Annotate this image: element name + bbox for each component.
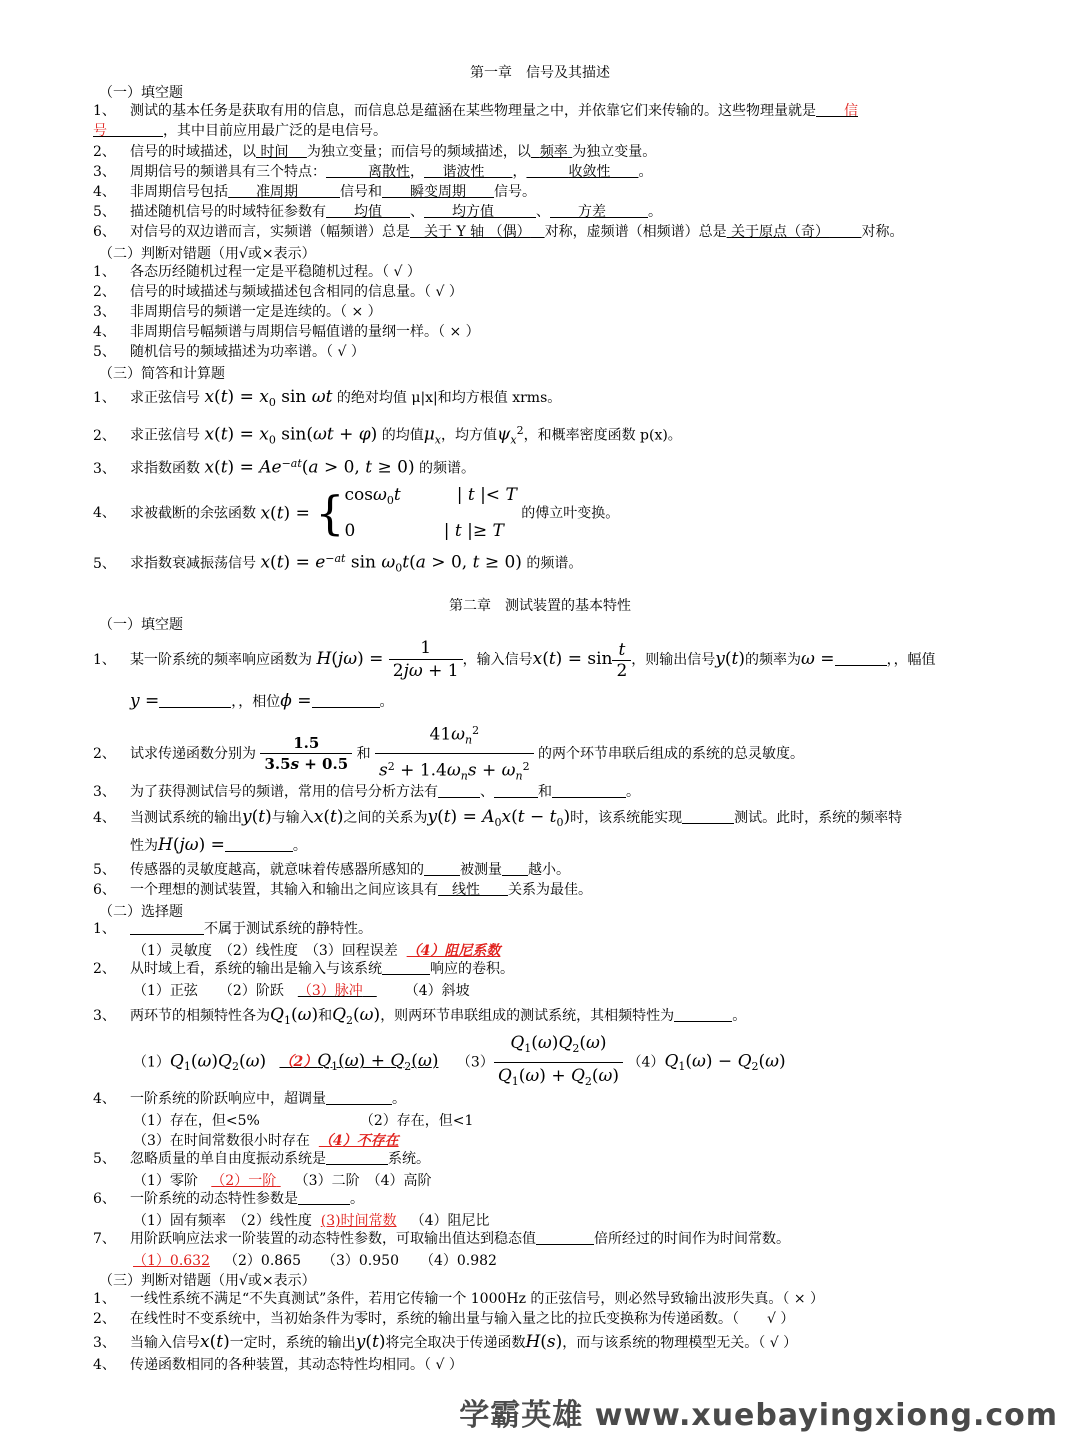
formula-sine-phase: x [204,424,215,445]
blank [159,693,231,708]
ch1-judge-heading: （二）判断对错题（用√或×表示） [99,246,316,262]
formula-frequency-response: $\frac{1}{2j\omega + 1}$ [389,637,463,683]
chapter1-title: 第一章 信号及其描述 [470,65,610,81]
chapter2-title: 第二章 测试装置的基本特性 [449,598,631,614]
ch1-calc-q1: 1、 求正弦信号 $x(t) = x_0$ sin ωt 的绝对均值 μ|x|和均方根值 xrms。 [93,387,562,409]
ch1-judge-q3: 3、 非周期信号的频谱一定是连续的。（ × ） [93,304,382,320]
ch2-choice-q5-options: （1）零阶 （2）一阶 （3）二阶 （4）高阶 [133,1173,432,1189]
ch2-judge-q4: 4、 传递函数相同的各种装置，其动态特性均相同。（ √ ） [93,1357,463,1373]
ch2-choice-q7-options: （1）0.632 （2）0.865 （3）0.950 （4）0.982 [133,1253,497,1269]
answer-highlight: (3)时间常数 [320,1213,397,1229]
ch2-judge-q2: 2、 在线性时不变系统中，当初始条件为零时，系统的输出量与输入量之比的拉氏变换称为传递函数。（ √ ） [93,1311,795,1327]
ch2-fill-q2: 2、 试求传递函数分别为 $\frac{1.5}{3.5s + 0.5}$ 和 $\frac{41\omega_n^2}{s^2 + 1.4\omega_ns + \omega_n^2}$ 的两个环节串联后组成的系统的总灵敏度。 [93,718,990,778]
ch1-fill-q5: 5、 描述随机信号的时域特征参数有 均值 、 均方值 、 方差 。 [93,204,662,220]
ch1-calc-q2: 2、 求正弦信号 $x(t) = x_0$ sin(ωt + φ) 的均值$\mu_x$，均方值$\psi_x^2$，和概率密度函数 p(x)。 [93,424,682,447]
answer-highlight: （3）脉冲 [297,983,363,999]
ch1-judge-q4: 4、 非周期信号幅频谱与周期信号幅值谱的量纲一样。（ × ） [93,324,480,340]
ch2-choice-q2-options: （1）正弦 （2）阶跃 （3）脉冲 （4）斜坡 [133,983,470,999]
ch1-fill-q3: 3、 周期信号的频谱具有三个特点： 离散性， 谐波性 ， 收敛性 。 [93,164,653,180]
answer-highlight: （1）0.632 [133,1253,210,1269]
formula-transfer-2: $\frac{41\omega_n^2}{s^2 + 1.4\omega_ns + \omega_n^2}$ [375,718,534,790]
ch2-judge-q3: 3、 当输入信号x(t)一定时，系统的输出y(t)将完全取决于传递函数H(s)，而与该系统的物理模型无关。（ √ ） [93,1332,798,1352]
ch2-fill-q1-cont: y = ，，相位ϕ = 。 [130,691,394,711]
formula-damped-oscillation: x [260,552,271,573]
ch2-fill-q6: 6、 一个理想的测试装置，其输入和输出之间应该具有 线性 关系为最佳。 [93,882,592,898]
ch1-calc-q4: 4、 求被截断的余弦函数 x(t) = {cosω$_0$t | t |< T 0 | t |≥ T 的傅立叶变换。 [93,485,620,541]
formula-transfer-1: $\frac{1.5}{3.5s + 0.5}$ [260,733,352,774]
ch1-judge-q2: 2、 信号的时域描述与频域描述包含相同的信息量。（ √ ） [93,284,463,300]
ch1-calc-q5: 5、 求指数衰减振荡信号 $x(t) = e^{-at}$ $\sin \omega_0t(a > 0$, t ≥ 0) 的频谱。 [93,552,583,575]
watermark: 学霸英雄 www.xuebayingxiong.com [459,1398,1058,1433]
ch2-fill-q3: 3、 为了获得测试信号的频谱，常用的信号分析方法有 、 和 。 [93,784,640,800]
ch2-choice-heading: （二）选择题 [99,904,183,920]
ch2-choice-q6: 6、 一阶系统的动态特性参数是 。 [93,1191,364,1207]
blank [835,651,887,666]
answer-highlight: （4）不存在 [318,1133,399,1149]
ch1-judge-q5: 5、 随机信号的频域描述为功率谱。（ √ ） [93,344,365,360]
ch2-fill-q4: 4、 当测试系统的输出y(t)与输入x(t)之间的关系为$y(t) = A_0x(t - t_0)$时，该系统能实现 测试。此时，系统的频率特 [93,807,903,829]
answer-highlight: （2）一阶 [211,1173,277,1189]
ch2-choice-q3-options: $(1)Q_1(\omega)Q_2(\omega)$ $(2)Q_1(\omega) + Q_2(\omega)$ （3） $\frac{Q_1(\omega)Q_2(\omega)}{Q_1(\omega) + Q_2(\omega)}$ $(4)Q_1(\omega) - Q_2(\omega)$ [133,1030,786,1086]
ch1-fill-heading: （一）填空题 [99,85,183,101]
ch1-fill-q1: 1、 测试的基本任务是获取有用的信息，而信息总是蕴涵在某些物理量之中，并依靠它们来传输的。这些物理量就是 信 号 ，其中目前应用最广泛的是电信号。 [93,103,858,139]
ch2-choice-q4-options-b: （3）在时间常数很小时存在 （4）不存在 [133,1133,399,1149]
ch2-choice-q6-options: （1）固有频率 （2）线性度 (3)时间常数 （4）阻尼比 [133,1213,490,1229]
blank [312,693,380,708]
formula-exponential: x [204,457,215,478]
ch1-fill-q2: 2、 信号的时域描述，以 时间 为独立变量；而信号的频域描述，以 频率 为独立变量。 [93,144,657,160]
ch1-calc-q3: 3、 求指数函数 $x(t) = Ae^{-at}(a > 0$, t ≥ 0) 的频谱。 [93,457,476,478]
ch2-choice-q3: 3、 两环节的相频特性各为$Q_1(\omega)$和$Q_2(\omega)$，则两环节串联组成的测试系统，其相频特性为 。 [93,1005,747,1027]
answer-highlight: （4）阻尼系数 [406,943,501,959]
ch2-judge-q1: 1、 一线性系统不满足“不失真测试”条件，若用它传输一个 1000Hz 的正弦信号，则必然导致输出波形失真。（ × ） [93,1291,825,1307]
ch2-choice-q4: 4、 一阶系统的阶跃响应中，超调量 。 [93,1091,406,1107]
ch2-fill-q4-cont: 性为H(jω) = 。 [130,835,307,855]
ch1-calc-heading: （三）简答和计算题 [99,366,225,382]
ch2-choice-q1: 1、 不属于测试系统的静特性。 [93,921,372,937]
formula-truncated-cosine: x [260,503,271,524]
ch2-fill-q5: 5、 传感器的灵敏度越高，就意味着传感器所感知的 被测量 越小。 [93,862,570,878]
ch2-choice-q5: 5、 忽略质量的单自由度振动系统是 系统。 [93,1151,430,1167]
ch2-choice-q7: 7、 用阶跃响应法求一阶装置的动态特性参数，可取输出值达到稳态值 倍所经过的时间作为时间常数。 [93,1231,790,1247]
ch2-fill-q1: 1、 某一阶系统的频率响应函数为 H(jω) = $\frac{1}{2j\omega + 1}$ ，输入信号x(t) = sin $\frac{t}{2}$ ，则输出信号y(t)的频率为ω = ，，幅值 [93,638,936,681]
answer-highlight: $(2)Q_1(\omega) + Q_2(\omega)$ [279,1051,439,1074]
formula-sine: x [204,387,215,407]
ch2-choice-q1-options: （1）灵敏度 （2）线性度 （3）回程误差 （4）阻尼系数 [133,943,501,959]
ch1-judge-q1: 1、 各态历经随机过程一定是平稳随机过程。（ √ ） [93,264,421,280]
ch1-fill-q4: 4、 非周期信号包括 准周期 信号和 瞬变周期 信号。 [93,184,536,200]
ch2-fill-heading: （一）填空题 [99,617,183,633]
ch2-choice-q4-options-a: （1）存在，但<5% （2）存在，但<1 [133,1113,474,1129]
ch1-fill-q6: 6、 对信号的双边谱而言，实频谱（幅频谱）总是 关于 Y 轴 （偶） 对称，虚频谱（相频谱）总是 关于原点（奇） 对称。 [93,224,904,240]
ch2-judge-heading: （三）判断对错题（用√或×表示） [99,1273,316,1289]
ch2-choice-q2: 2、 从时域上看，系统的输出是输入与该系统 响应的卷积。 [93,961,514,977]
